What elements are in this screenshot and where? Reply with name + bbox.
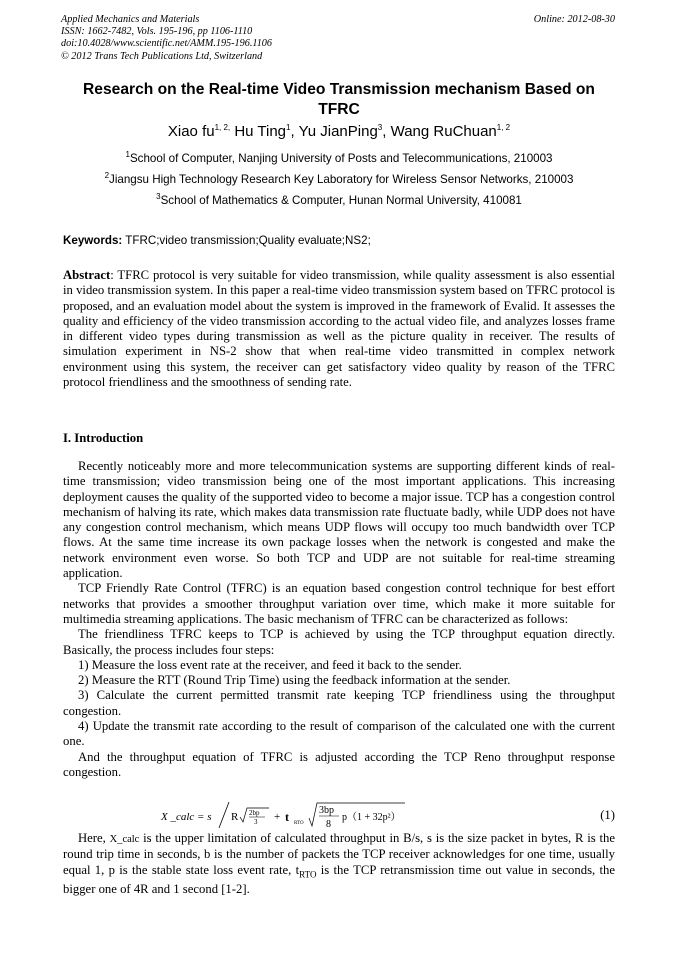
doi-line: doi:10.4028/www.scientific.net/AMM.195-196.1106 <box>61 38 272 50</box>
eq-lhs: X _calc = s <box>161 811 212 823</box>
author-name: Hu Ting <box>234 123 287 140</box>
xcalc-symbol: X_calc <box>109 834 140 845</box>
affiliation-number: 3 <box>156 192 161 201</box>
equation-formula <box>153 800 453 834</box>
author-name: Yu JianPing <box>298 123 378 140</box>
issn-line: ISSN: 1662-7482, Vols. 195-196, pp 1106-1110 <box>61 26 253 38</box>
eq-frac2-top: 3bp <box>319 805 334 816</box>
author-affiliation: 3 <box>377 123 383 132</box>
list-item: 2) Measure the RTT (Round Trip Time) using the feedback information at the sender. <box>78 673 511 688</box>
eq-t: t <box>285 810 289 824</box>
author-affiliation: 1 <box>286 123 291 132</box>
affiliation-2 <box>0 171 678 186</box>
eq-r: R <box>231 811 239 823</box>
affiliation-text: School of Computer, Nanjing University of Posts and Telecommunications, 210003 <box>129 151 553 165</box>
author-affiliation: 1, 2 <box>496 123 511 132</box>
affiliation-number: 2 <box>104 171 110 180</box>
online-date: Online: 2012-08-30 <box>533 14 615 25</box>
eq-plus: + <box>274 811 281 823</box>
here-text: Here, <box>78 831 106 845</box>
introduction-body <box>63 459 615 780</box>
trto-symbol: $t_{RTO}$ <box>295 862 317 880</box>
paragraph: And the throughput equation of TFRC is adjusted according the TCP Reno throughput response congestion. <box>63 749 615 779</box>
paper-title: Research on the Real-time Video Transmission mechanism Based on TFRC <box>83 81 595 118</box>
paragraph: TCP Friendly Rate Control (TFRC) is an equation based congestion control technique for best effort networks that provides a smoother throughput variation over time, which make it more suitable for multimedia streaming applications. The basic mechanism of TFRC can be characterized as follows: <box>63 581 615 626</box>
author-name: Wang RuChuan <box>390 123 497 140</box>
keywords <box>63 234 371 247</box>
abstract-text: : TFRC protocol is very suitable for video transmission, while quality assessment is also essential in video transmission system. In this paper a real-time video transmission system based on TFRC protocol is proposed, and an evaluation model about the system is improved in the framework of Evalid. It assesses the quality and efficiency of the video transmission according to the actual video file, and analyzes losses frame in different video types during transmission as well as the picture quality in receiver. The results of simulation experiment in NS-2 show that when real-time video transmitted in complex network environment using this system, the receiver can get satisfactory video quality by reason of the TFRC protocol friendliness and the smoothness of sending rate. <box>63 268 615 390</box>
eq-frac1-bottom: 3 <box>254 818 258 826</box>
list-item: 1) Measure the loss event rate at the receiver, and feed it back to the sender. <box>78 657 462 672</box>
eq-tail: p（1 + 32p²） <box>342 812 401 823</box>
journal-name: Applied Mechanics and Materials <box>61 14 200 25</box>
affiliation-text: Jiangsu High Technology Research Key Laboratory for Wireless Sensor Networks, 210003 <box>109 172 574 186</box>
list-item: 3) Calculate the current permitted transmit rate keeping TCP friendliness using the throughput congestion. <box>63 688 615 718</box>
abstract-label: Abstract <box>63 268 111 282</box>
affiliation-text: School of Mathematics & Computer, Hunan Normal University, 410081 <box>160 193 522 207</box>
copyright-line: © 2012 Trans Tech Publications Ltd, Switzerland <box>61 50 263 62</box>
section-heading-introduction: I. Introduction <box>63 431 144 445</box>
list-item: 4) Update the transmit rate according to the result of comparison of the calculated one with the current one. <box>63 719 615 749</box>
author-affiliation: 1, 2, <box>214 123 231 132</box>
equation-explanation <box>63 831 615 898</box>
paragraph: Recently noticeably more and more telecommunication systems are supporting different kinds of real-time transmission; video transmission being one of the most important applications. This increasing deployment causes the quality of the supported video to become a major issue. TCP has a congestion control mechanism of halving its rate, which makes data transmission rate fluctuate badly, while UDP does not have any congestion control mechanism, which means UDP flows will occupy too much bandwidth over TCP flows. At the same time increase its own package losses when the network is congested and make the network environment even worse. So both TCP and UDP are not suitable for real-time streaming application. <box>63 459 615 581</box>
keywords-label: Keywords: <box>63 234 123 247</box>
paragraph: The friendliness TFRC keeps to TCP is achieved by using the TCP throughput equation directly. Basically, the process includes four steps: <box>63 627 615 657</box>
equation-1 <box>63 800 615 834</box>
affiliation-number: 1 <box>125 150 130 159</box>
abstract <box>63 268 615 390</box>
eq-t-sub: RTO <box>294 821 304 826</box>
eq-frac1-top: 2bp <box>249 809 260 817</box>
eq-fraction-slash <box>219 802 229 828</box>
author-list: Xiao $fu^{1, 2,}$ Hu Ting$^1$, Yu JianPing$^3$, Wang RuChuan$^{1, 2}$ <box>167 123 511 140</box>
affiliation-3 <box>0 192 678 207</box>
author-name: Xiao fu <box>167 123 215 140</box>
affiliation-1 <box>0 150 678 165</box>
equation-number: (1) <box>600 808 615 822</box>
explanation-text-1: is the upper limitation of calculated throughput in B/s, s is the size packet in bytes, R is the round trip time in seconds, b is the number of packets the TCP receiver acknowledges for one time, usually equal 1, p is the stable state loss event rate, <box>63 831 615 877</box>
journal-header <box>61 14 272 63</box>
eq-frac2-bottom: 8 <box>326 819 331 830</box>
explanation-text-2: is the TCP retransmission time out value in seconds, the bigger one of 4R and 1 second [1-2]. <box>63 862 616 897</box>
keywords-text: TFRC;video transmission;Quality evaluate;NS2; <box>125 234 371 247</box>
